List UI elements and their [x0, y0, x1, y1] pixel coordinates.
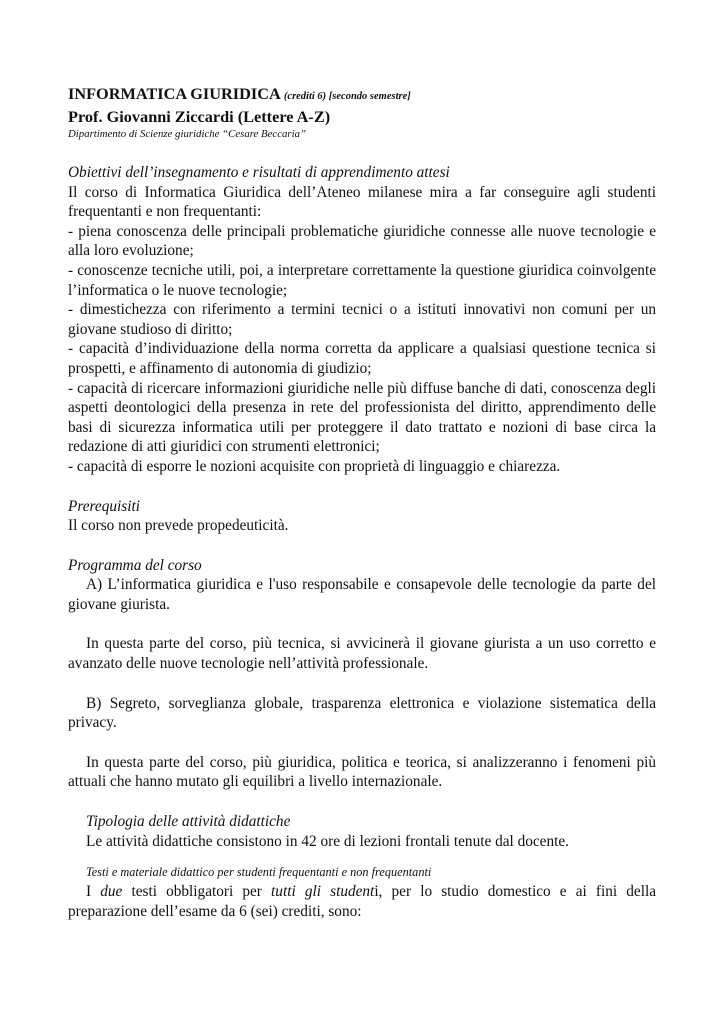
activities-text: Le attività didattiche consistono in 42 ore di lezioni frontali tenute dal docente.: [86, 832, 569, 850]
objective-item: - piena conoscenza delle principali problematiche giuridiche connesse alle nuove tecnologie e alla loro evoluzione;: [68, 222, 656, 260]
department-name: Dipartimento di Scienze giuridiche “Cesare Beccaria”: [68, 128, 306, 140]
document-page: [68, 84, 656, 921]
materials-section: [68, 863, 656, 921]
materials-text-part: I: [86, 883, 101, 901]
objective-item: - conoscenze tecniche utili, poi, a interpretare correttamente la questione giuridica coinvolgente l’informatica o le nuove tecnologie;: [68, 261, 656, 299]
document-header: [68, 84, 656, 141]
objective-item: - dimestichezza con riferimento a termini tecnici o a istituti innovativi non comuni per un giovane studioso di diritto;: [68, 301, 656, 338]
prerequisites-section: [68, 497, 656, 536]
objectives-intro: Il corso di Informatica Giuridica dell’Ateneo milanese mira a far conseguire agli studenti frequentanti e non frequentanti:: [68, 183, 656, 221]
objectives-section: [68, 163, 656, 477]
materials-text-emphasis: due: [100, 883, 123, 901]
course-credits: (crediti 6) [secondo semestre]: [283, 91, 411, 102]
course-title-line: [68, 84, 656, 107]
materials-text-part: i, per lo studio domestico e ai fini della preparazione dell’esame da 6 (sei) crediti, sono:: [68, 883, 656, 920]
course-title: INFORMATICA GIURIDICA: [68, 84, 284, 103]
program-part-a-description: In questa parte del corso, più tecnica, si avvicinerà il giovane giurista a un uso corretto e avanzato delle nuove tecnologie nell’attività professionale.: [68, 635, 656, 673]
activities-heading: Tipologia delle attività didattiche: [86, 813, 291, 831]
program-part-a: A) L’informatica giuridica e l'uso responsabile e consapevole delle tecnologie da parte del giovane giurista.: [68, 576, 656, 613]
prerequisites-text: Il corso non prevede propedeuticità.: [68, 517, 289, 535]
materials-text-part: testi obbligatori per: [122, 883, 272, 901]
objective-item: - capacità di ricercare informazioni giuridiche nelle più diffuse banche di dati, conoscenza degli aspetti deontologici della presenza in rete del professionista del diritto, apprendimento delle basi di sicurezza informatica utili per proteggere il dato trattato e nozioni di base circa la redazione di atti giuridici con strumenti elettronici;: [68, 379, 656, 456]
materials-heading: Testi e materiale didattico per studenti frequentanti e non frequentanti: [86, 865, 432, 880]
program-part-b: B) Segreto, sorveglianza globale, trasparenza elettronica e violazione sistematica della privacy.: [68, 694, 656, 732]
objective-item: - capacità d’individuazione della norma corretta da applicare a qualsiasi questione tecnica si prospetti, e affinamento di autonomia di giudizio;: [68, 340, 656, 377]
program-section: [68, 556, 656, 792]
materials-text: [68, 882, 656, 921]
program-heading: Programma del corso: [68, 556, 202, 574]
activities-section: [68, 812, 656, 851]
prerequisites-heading: Prerequisiti: [68, 497, 140, 515]
materials-text-emphasis: tutti gli student: [271, 883, 375, 901]
objective-item: - capacità di esporre le nozioni acquisite con proprietà di linguaggio e chiarezza.: [68, 457, 561, 475]
professor-name: Prof. Giovanni Ziccardi (Lettere A-Z): [68, 107, 331, 126]
objectives-heading: Obiettivi dell’insegnamento e risultati di apprendimento attesi: [68, 164, 450, 181]
program-part-b-description: In questa parte del corso, più giuridica, politica e teorica, si analizzeranno i fenomeni più attuali che hanno mutato gli equilibri a livello internazionale.: [68, 753, 656, 791]
